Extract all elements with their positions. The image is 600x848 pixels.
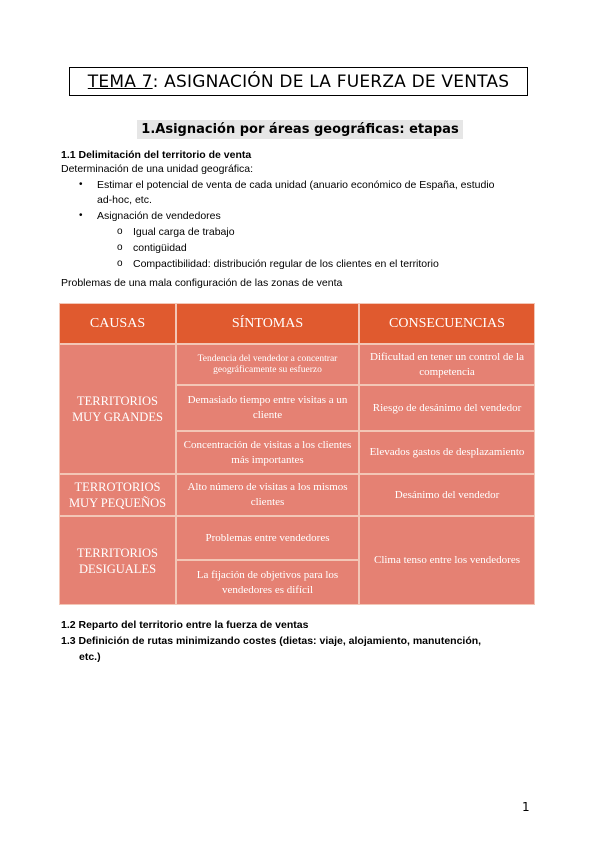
title-rest: : ASIGNACIÓN DE LA FUERZA DE VENTAS bbox=[152, 71, 510, 92]
subbullet-3: Compactibilidad: distribución regular de los clientes en el territorio bbox=[133, 258, 439, 270]
problems-table bbox=[59, 303, 535, 605]
symptom-cell: Tendencia del vendedor a concentrar geográficamente su esfuerzo bbox=[176, 344, 359, 385]
problems-line: Problemas de una mala configuración de las zonas de venta bbox=[61, 277, 343, 289]
symptom-cell: Demasiado tiempo entre visitas a un cliente bbox=[176, 385, 359, 431]
bullet-1-line2: ad-hoc, etc. bbox=[97, 194, 152, 206]
table-header-sintomas: SÍNTOMAS bbox=[176, 303, 359, 344]
section-heading bbox=[0, 122, 600, 137]
consequence-cell: Desánimo del vendedor bbox=[359, 474, 535, 516]
cause-cell: TERROTORIOS MUY PEQUEÑOS bbox=[59, 474, 176, 516]
symptom-cell: Alto número de visitas a los mismos clientes bbox=[176, 474, 359, 516]
subbullet-2: contigüidad bbox=[133, 242, 187, 254]
symptom-cell: La fijación de objetivos para los vendedores es difícil bbox=[176, 560, 359, 605]
bullet-1-line1: Estimar el potencial de venta de cada unidad (anuario económico de España, estudio bbox=[97, 179, 495, 191]
bullet-icon: • bbox=[79, 179, 83, 190]
circle-bullet-icon: o bbox=[117, 258, 123, 269]
symptom-cell: Problemas entre vendedores bbox=[176, 516, 359, 560]
cause-cell: TERRITORIOS MUY GRANDES bbox=[59, 344, 176, 474]
consequence-cell: Riesgo de desánimo del vendedor bbox=[359, 385, 535, 431]
circle-bullet-icon: o bbox=[117, 226, 123, 237]
subheading-1-3-line1: 1.3 Definición de rutas minimizando costes (dietas: viaje, alojamiento, manutención, bbox=[61, 635, 482, 647]
subheading-1-1: 1.1 Delimitación del territorio de venta bbox=[61, 149, 252, 161]
section-heading-text: 1.Asignación por áreas geográficas: etapas bbox=[137, 120, 462, 139]
consequence-cell: Elevados gastos de desplazamiento bbox=[359, 431, 535, 474]
table-header-causas: CAUSAS bbox=[59, 303, 176, 344]
title-prefix: TEMA 7 bbox=[87, 71, 153, 92]
page-number: 1 bbox=[522, 800, 530, 814]
consequence-cell: Clima tenso entre los vendedores bbox=[359, 516, 535, 605]
circle-bullet-icon: o bbox=[117, 242, 123, 253]
bullet-2: Asignación de vendedores bbox=[97, 210, 221, 222]
subheading-1-2: 1.2 Reparto del territorio entre la fuerza de ventas bbox=[61, 619, 309, 631]
consequence-cell: Dificultad en tener un control de la competencia bbox=[359, 344, 535, 385]
bullet-icon: • bbox=[79, 210, 83, 221]
page-title bbox=[69, 67, 528, 96]
table-header-consecuencias: CONSECUENCIAS bbox=[359, 303, 535, 344]
subheading-1-3-line2: etc.) bbox=[79, 651, 101, 663]
symptom-cell: Concentración de visitas a los clientes más importantes bbox=[176, 431, 359, 474]
intro-text: Determinación de una unidad geográfica: bbox=[61, 163, 254, 175]
cause-cell: TERRITORIOS DESIGUALES bbox=[59, 516, 176, 605]
subbullet-1: Igual carga de trabajo bbox=[133, 226, 235, 238]
